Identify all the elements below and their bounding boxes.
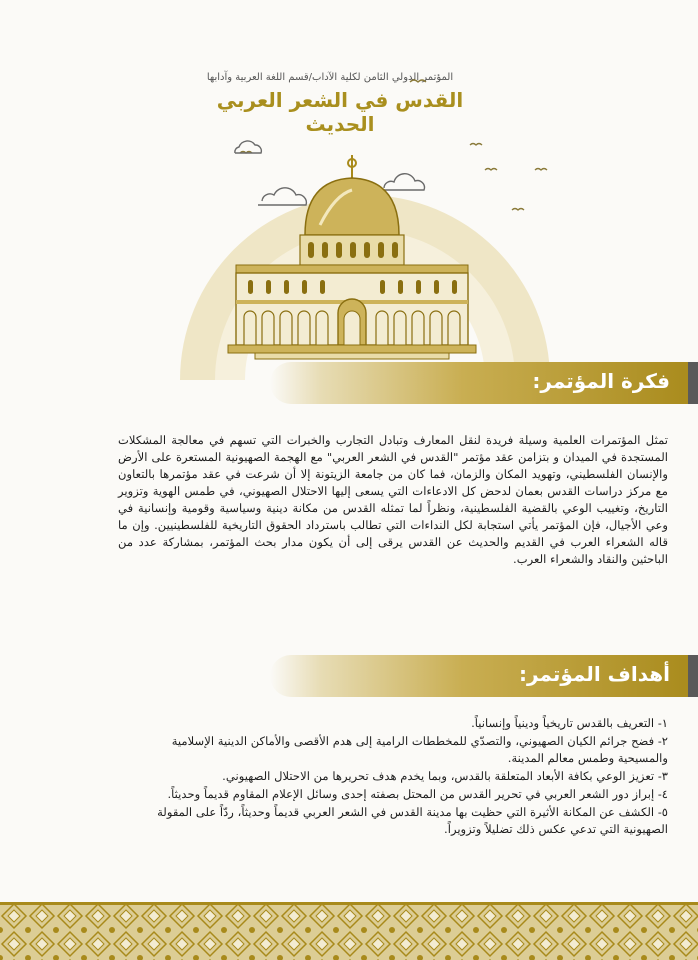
idea-section-title: فكرة المؤتمر: xyxy=(532,369,670,393)
dome-of-the-rock-illustration xyxy=(0,50,698,380)
goals-section-title: أهداف المؤتمر: xyxy=(519,662,670,686)
goal-item: ٥- الكشف عن المكانة الأثيرة التي حظيت بها مدينة القدس في الشعر العربي قديماً وحديثاً، ردّاً على المقولة الصهيونية التي تدعي عكس ذلك تضليلاً وتزويراً. xyxy=(157,805,668,836)
idea-section-banner xyxy=(270,362,698,404)
idea-paragraph: تمثل المؤتمرات العلمية وسيلة فريدة لنقل المعارف وتبادل التجارب والخبرات التي تسهم في معالجة المشكلات المستجدة في الميدان و بتزامن عقد مؤتمر "القدس في الشعر العربي" مع الهجمة الصهيونية المستعرة على الأرض والإنسان الفلسطيني، وتهويد المكان والزمان، فما كان من جامعة الزيتونة إلا أن شرعت في عقد مؤتمرها بالتعاون مع مركز دراسات القدس بعمان لدحض كل الادعاءات التي يسعى إليها الاحتلال الصهيوني، في طمس الهوية وتزوير التاريخ، وتغييب الوعي بالقضية الفلسطينية، ونظراً لما تمثله القدس من مكانة دينية وسياسية وقومية وإنسانية في وعي الأجيال، فإن المؤتمر يأتي استجابة لكل النداءات التي تطالب باسترداد الحقوق التاريخية للفلسطينيين. وإن ما قاله الشعراء العرب في القديم والحديث عن القدس يرقى إلى أن يكون مدار بحث المؤتمر، بمشاركة عدد من الباحثين والنقاد والشعراء العرب. xyxy=(118,432,668,566)
conference-title: القدس في الشعر العربي الحديث xyxy=(216,88,464,136)
goal-item: ١- التعريف بالقدس تاريخياً ودينياً وإنسانياً. xyxy=(471,716,668,730)
goals-section-banner xyxy=(270,655,698,697)
goal-item: ٤- إبراز دور الشعر العربي في تحرير القدس من المحتل بصفته إحدى وسائل الإعلام المقاوم قديماً وحديثاً. xyxy=(167,787,668,801)
goals-list xyxy=(120,715,668,839)
goal-item: ٣- تعزيز الوعي بكافة الأبعاد المتعلقة بالقدس، وبما يخدم هدف تحريرها من الاحتلال الصهيوني. xyxy=(222,769,668,783)
goal-item: ٢- فضح جرائم الكيان الصهيوني، والتصدّي للمخططات الرامية إلى هدم الأقصى والأماكن الدينية الإسلامية والمسيحية وطمس معالم المدينة. xyxy=(171,734,668,765)
banner-end-cap xyxy=(688,655,698,697)
conference-subtitle: المؤتمر الدولي الثامن لكلية الآداب/قسم اللغة العربية وآدابها xyxy=(206,72,454,83)
geometric-border-ornament xyxy=(0,902,698,960)
banner-end-cap xyxy=(688,362,698,404)
